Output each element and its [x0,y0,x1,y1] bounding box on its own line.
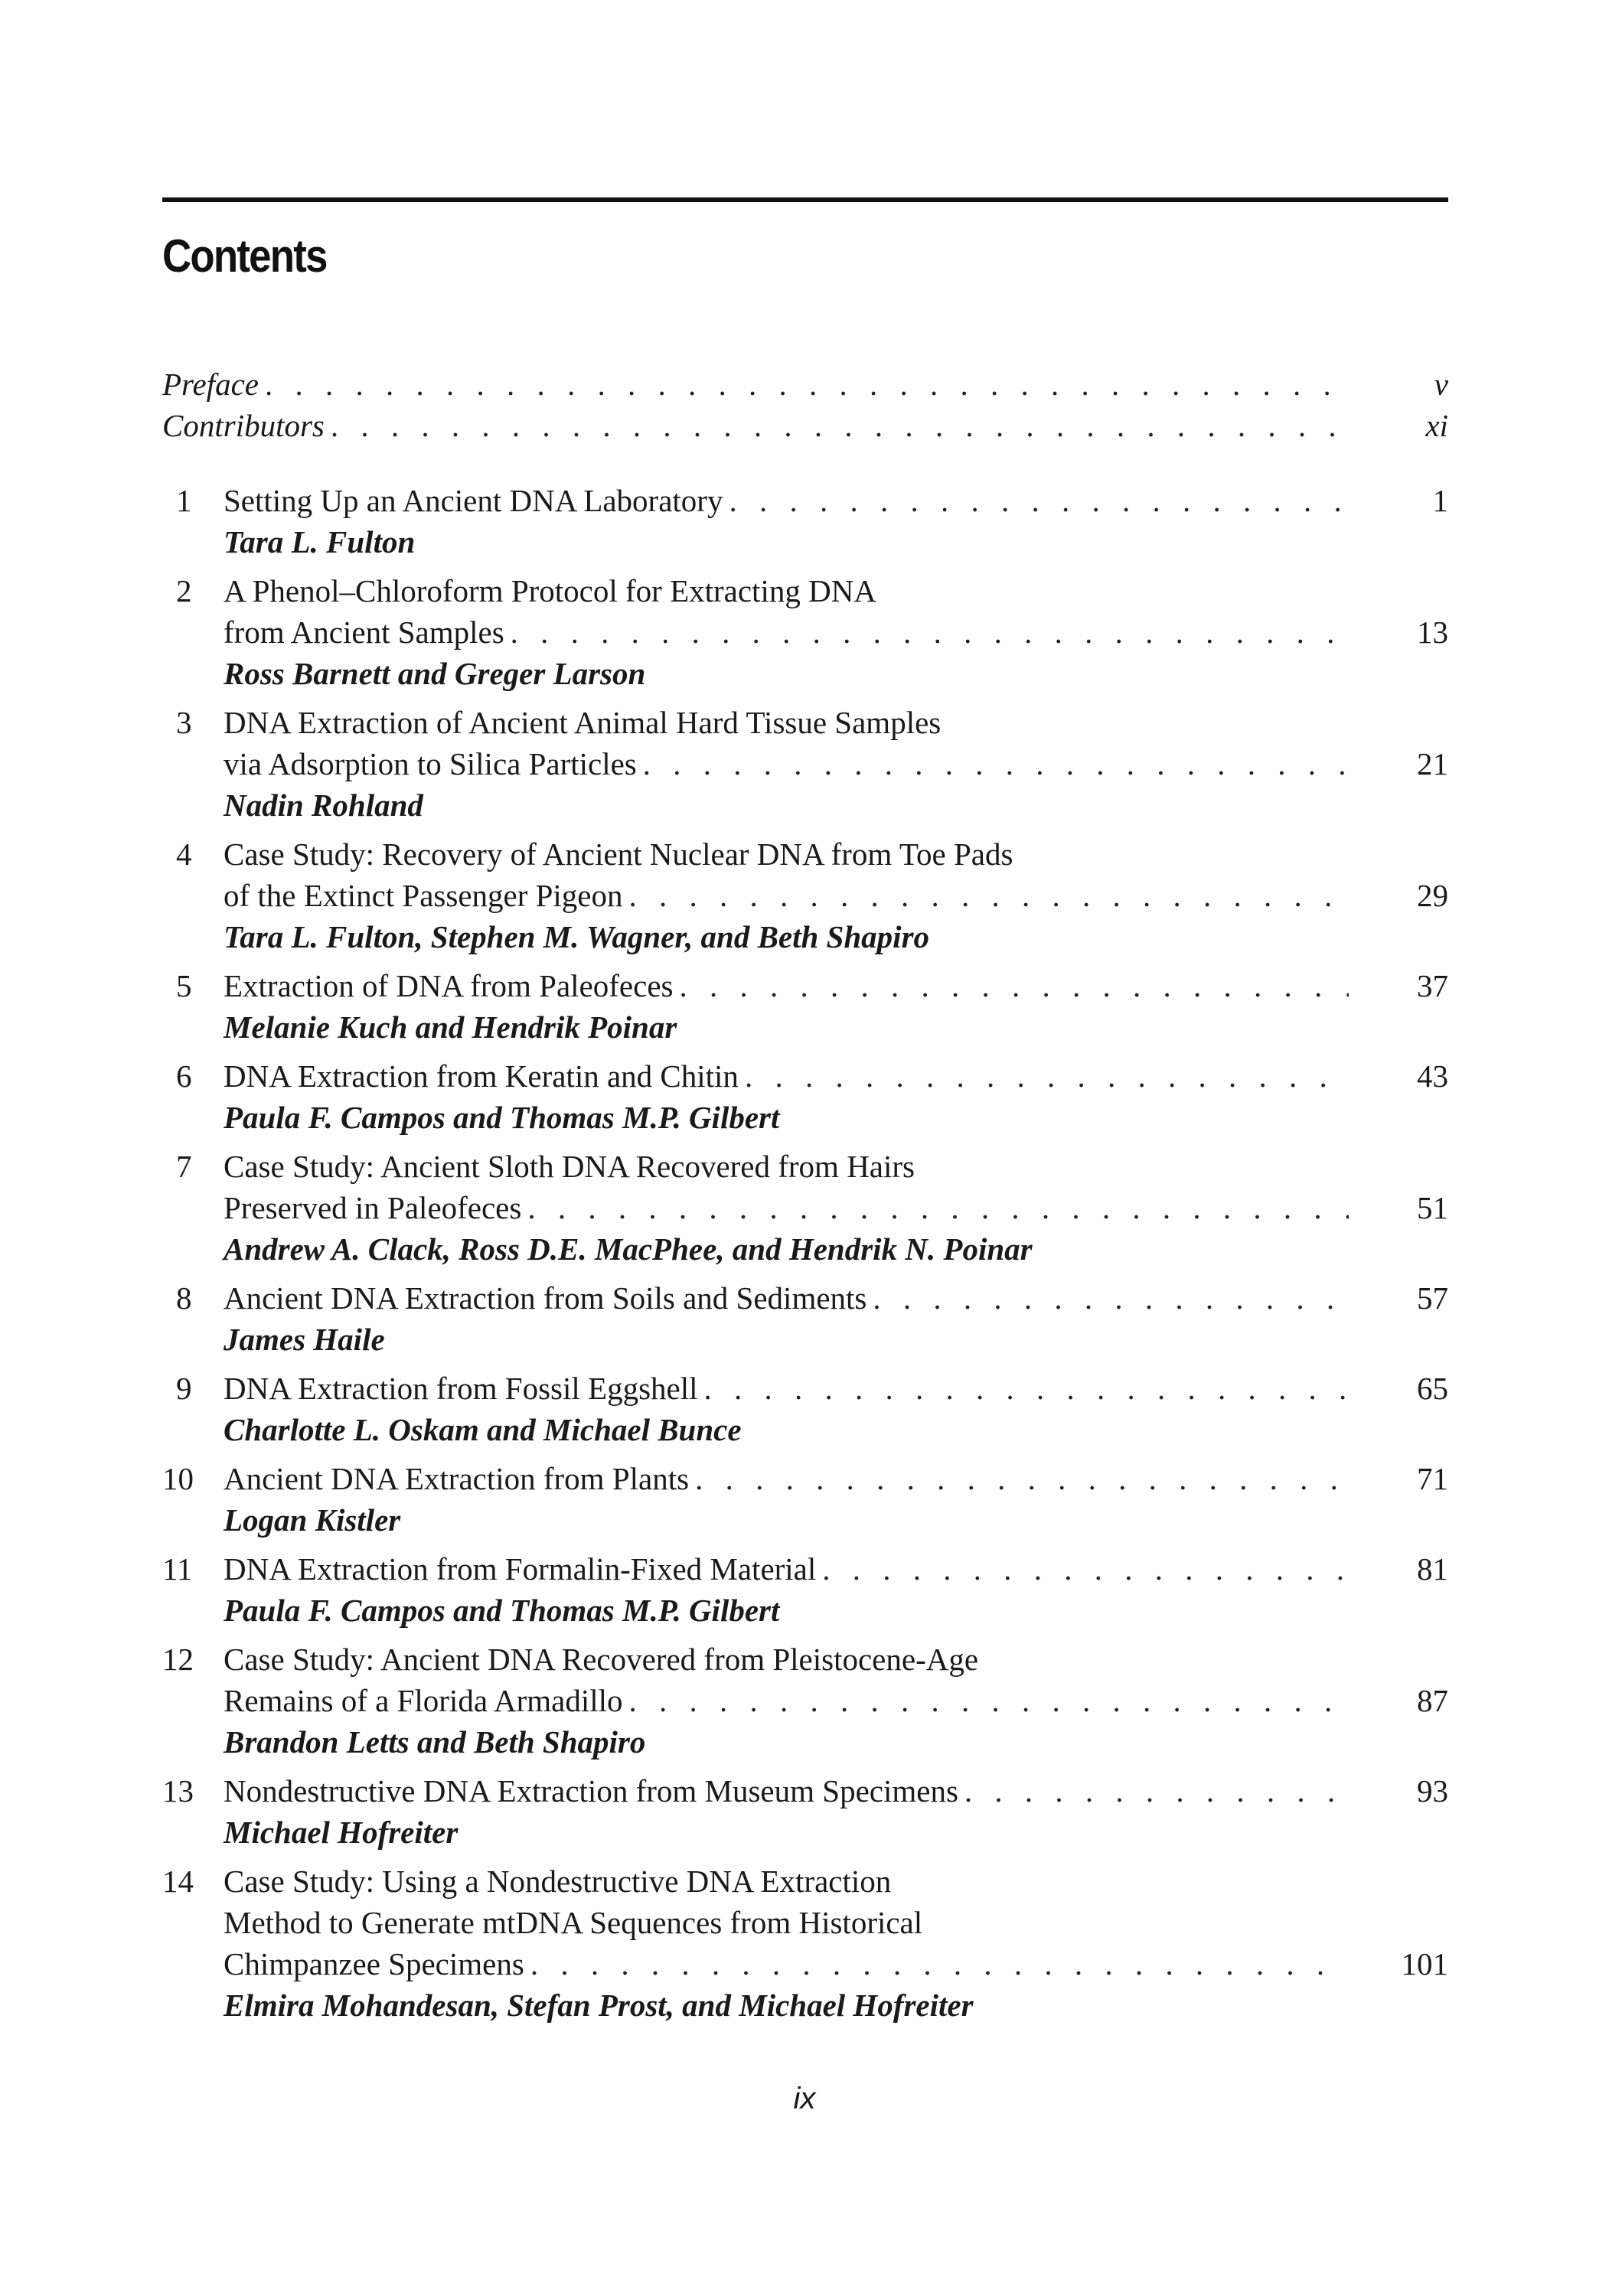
chapter-number: 10 [162,1461,194,1496]
page-title: Contents [162,230,327,282]
chapter-title-line [162,833,1448,875]
toc-chapter-entry[interactable] [162,1639,1448,1763]
toc-chapter-entry[interactable] [162,1861,1448,2026]
chapter-number: 4 [176,837,192,872]
chapter-title: DNA Extraction from Keratin and Chitin [224,1058,739,1094]
chapter-title-line [162,1146,1448,1187]
chapter-title-line-final [162,480,1448,521]
dot-leader [695,1458,1349,1499]
dot-leader [729,480,1349,521]
chapter-title: of the Extinct Passenger Pigeon [224,878,623,913]
chapter-authors-line [162,653,1448,694]
chapter-title-line-final [162,1770,1448,1812]
toc-front-entry[interactable] [162,364,1448,405]
dot-leader [822,1548,1349,1590]
chapter-title: DNA Extraction of Ancient Animal Hard Tissue Samples [224,705,942,740]
page-number: 21 [1417,746,1448,781]
chapter-title-line [162,570,1448,612]
page-number: xi [1425,408,1448,443]
chapter-title-line [162,1902,1448,1943]
top-rule [162,197,1448,202]
chapter-number: 2 [176,573,192,608]
page-number: 87 [1417,1683,1448,1718]
toc-chapter-entry[interactable] [162,1146,1448,1270]
chapter-authors-line [162,1319,1448,1360]
chapter-title: DNA Extraction from Fossil Eggshell [224,1371,698,1406]
chapter-title-line-final [162,1055,1448,1097]
chapter-authors: Elmira Mohandesan, Stefan Prost, and Michael Hofreiter [224,1988,974,2023]
page-number: 101 [1401,1946,1448,1981]
chapter-number: 6 [176,1058,192,1094]
chapter-title: A Phenol–Chloroform Protocol for Extracting DNA [224,573,876,608]
chapter-title: Case Study: Ancient DNA Recovered from Pleistocene-Age [224,1642,979,1677]
chapter-title-line-final [162,1277,1448,1319]
chapter-title: Extraction of DNA from Paleofeces [224,968,674,1003]
page-number: 65 [1417,1371,1448,1406]
chapter-title-line-final [162,1680,1448,1721]
chapter-authors-line [162,1985,1448,2026]
page-number: 71 [1417,1461,1448,1496]
toc-front-entry[interactable] [162,405,1448,446]
toc-chapter-entry[interactable] [162,480,1448,563]
chapter-title-line [162,1861,1448,1902]
dot-leader [629,875,1349,916]
chapter-title-line-final [162,1943,1448,1985]
chapter-title-line [162,702,1448,743]
dot-leader [679,965,1349,1006]
dot-leader [331,405,1349,446]
chapter-title-line-final [162,743,1448,784]
chapter-title: Nondestructive DNA Extraction from Museum Specimens [224,1773,958,1808]
chapter-title-line-final [162,1458,1448,1499]
chapter-authors-line [162,1499,1448,1541]
page-number: 57 [1417,1280,1448,1316]
toc-chapter-entry[interactable] [162,1548,1448,1631]
dot-leader [511,612,1349,653]
dot-leader [745,1055,1349,1097]
chapter-authors: Paula F. Campos and Thomas M.P. Gilbert [224,1100,780,1135]
chapter-title: Ancient DNA Extraction from Plants [224,1461,690,1496]
dot-leader [629,1680,1349,1721]
page-number: 13 [1417,615,1448,650]
page-number: 81 [1417,1551,1448,1587]
entry-title: Preface [162,367,259,402]
page-number: 1 [1432,483,1448,518]
chapter-authors: Andrew A. Clack, Ross D.E. MacPhee, and Hendrik N. Poinar [224,1231,1033,1267]
chapter-authors-line [162,1228,1448,1270]
dot-leader [530,1943,1349,1985]
chapter-authors-line [162,784,1448,826]
chapter-number: 14 [162,1864,194,1899]
toc-chapter-entry[interactable] [162,570,1448,694]
chapter-authors-line [162,1812,1448,1853]
chapter-title: Ancient DNA Extraction from Soils and Sediments [224,1280,867,1316]
chapter-authors-line [162,1409,1448,1450]
chapter-title: Case Study: Ancient Sloth DNA Recovered from Hairs [224,1149,915,1184]
chapter-authors: Tara L. Fulton, Stephen M. Wagner, and Beth Shapiro [224,919,930,954]
chapter-title: from Ancient Samples [224,615,504,650]
chapter-authors-line [162,1097,1448,1138]
chapter-number: 9 [176,1371,192,1406]
chapter-authors-line [162,1721,1448,1763]
chapter-title-line-final [162,1368,1448,1409]
chapter-title-line-final [162,965,1448,1006]
chapter-number: 5 [176,968,192,1003]
chapter-title: Method to Generate mtDNA Sequences from Historical [224,1905,923,1940]
chapter-title: Chimpanzee Specimens [224,1946,524,1981]
chapter-authors: James Haile [224,1322,385,1357]
page-number: 37 [1417,968,1448,1003]
toc-chapter-entry[interactable] [162,1368,1448,1450]
page-number: v [1434,367,1448,402]
chapter-authors: Melanie Kuch and Hendrik Poinar [224,1009,677,1045]
toc-chapter-entry[interactable] [162,965,1448,1048]
dot-leader [265,364,1349,405]
toc-chapter-entry[interactable] [162,1277,1448,1360]
chapter-number: 12 [162,1642,194,1677]
chapter-title-line-final [162,612,1448,653]
page-number: 93 [1417,1773,1448,1808]
chapter-authors-line [162,1590,1448,1631]
chapter-title: DNA Extraction from Formalin-Fixed Material [224,1551,817,1587]
chapter-authors-line [162,1006,1448,1048]
chapter-authors-line [162,916,1448,957]
page-number: 29 [1417,878,1448,913]
chapter-title-line [162,1639,1448,1680]
dot-leader [527,1187,1349,1228]
chapter-title-line-final [162,875,1448,916]
toc-chapter-entry[interactable] [162,1055,1448,1138]
chapter-title: Case Study: Using a Nondestructive DNA Extraction [224,1864,892,1899]
chapter-number: 1 [176,483,192,518]
chapter-authors: Ross Barnett and Greger Larson [224,656,646,691]
page-folio: ix [793,2082,816,2115]
chapter-number: 7 [176,1149,192,1184]
chapter-authors: Nadin Rohland [224,788,423,823]
table-of-contents [162,364,1448,2033]
chapter-authors-line [162,521,1448,563]
chapter-title: via Adsorption to Silica Particles [224,746,637,781]
front-matter-list [162,364,1448,446]
chapter-authors: Michael Hofreiter [224,1815,459,1850]
dot-leader [704,1368,1349,1409]
chapter-number: 8 [176,1280,192,1316]
dot-leader [873,1277,1349,1319]
toc-chapter-entry[interactable] [162,833,1448,957]
chapter-title: Remains of a Florida Armadillo [224,1683,623,1718]
chapter-number: 3 [176,705,192,740]
chapter-title: Preserved in Paleofeces [224,1190,522,1225]
dot-leader [964,1770,1349,1812]
page-number: 51 [1417,1190,1448,1225]
chapter-number: 13 [162,1773,194,1808]
chapter-authors: Charlotte L. Oskam and Michael Bunce [224,1412,742,1447]
toc-chapter-entry[interactable] [162,1770,1448,1853]
page-number: 43 [1417,1058,1448,1094]
toc-chapter-entry[interactable] [162,702,1448,826]
chapter-authors: Paula F. Campos and Thomas M.P. Gilbert [224,1593,780,1628]
chapter-title: Case Study: Recovery of Ancient Nuclear DNA from Toe Pads [224,837,1013,872]
chapter-title: Setting Up an Ancient DNA Laboratory [224,483,723,518]
chapter-authors: Logan Kistler [224,1502,401,1538]
toc-chapter-entry[interactable] [162,1458,1448,1541]
entry-title: Contributors [162,408,325,443]
chapter-authors: Tara L. Fulton [224,524,416,559]
chapter-number: 11 [162,1551,193,1587]
chapter-authors: Brandon Letts and Beth Shapiro [224,1724,646,1760]
dot-leader [643,743,1349,784]
chapter-title-line-final [162,1187,1448,1228]
chapter-title-line-final [162,1548,1448,1590]
